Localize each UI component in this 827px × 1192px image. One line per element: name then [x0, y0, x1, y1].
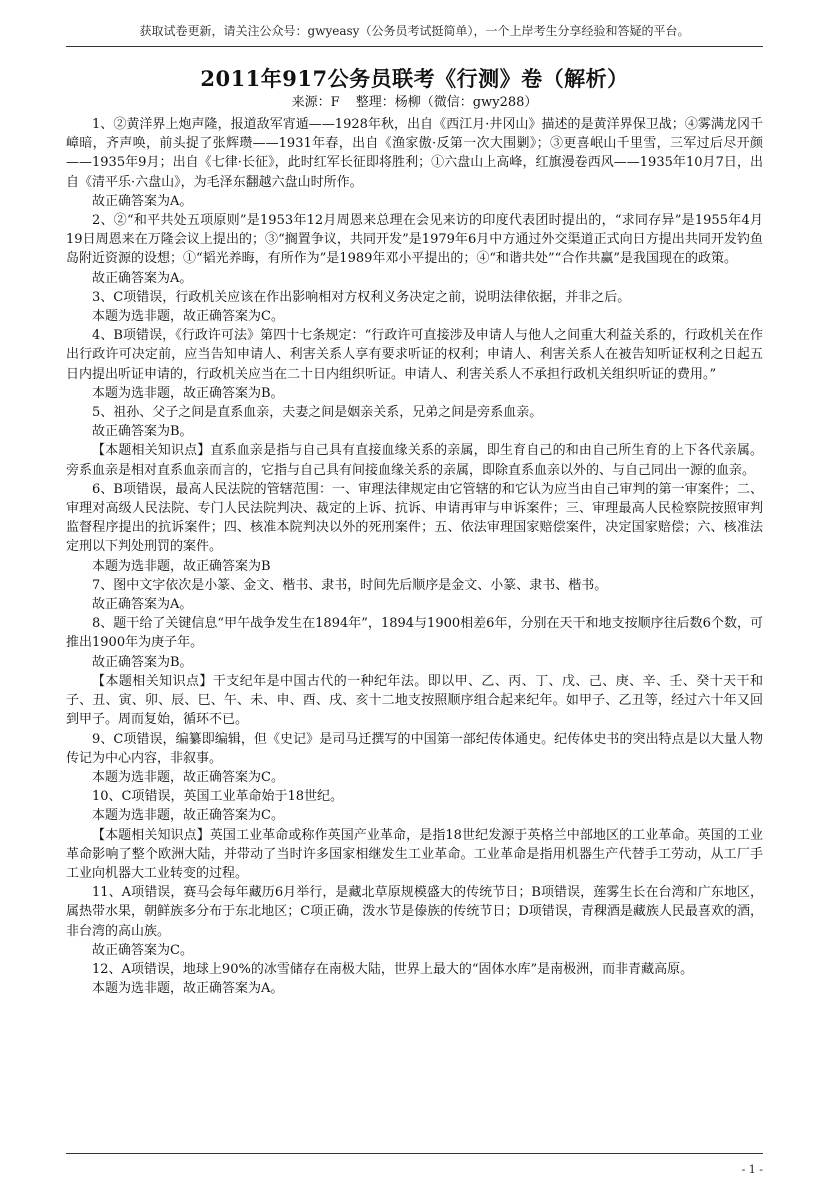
paragraph: 本题为选非题，故正确答案为B。 — [92, 385, 284, 401]
paragraph: 7、图中文字依次是小篆、金文、楷书、隶书，时间先后顺序是金文、小篆、隶书、楷书。 — [92, 577, 608, 593]
paragraph: 11、A项错误，赛马会每年藏历6月举行，是藏北草原规模盛大的传统节日；B项错误，莲雾生长在台湾和广东地区，属热带水果，朝鲜族多分布于东北地区；C项正确，泼水节是傣族的传统节日；D项错误，青稞酒是藏族人民最喜欢的酒，非台湾的高山族。 — [66, 885, 763, 939]
paragraph: 8、题干给了关键信息“甲午战争发生在1894年”，1894与1900相差6年，分别在天干和地支按顺序往后数6个数，可推出1900年为庚子年。 — [66, 616, 763, 651]
paragraph: 故正确答案为A。 — [92, 597, 193, 613]
paragraph: 本题为选非题，故正确答案为A。 — [92, 981, 284, 997]
paragraph: 本题为选非题，故正确答案为C。 — [92, 309, 284, 325]
paragraph: 故正确答案为A。 — [92, 270, 193, 286]
document-page — [0, 23, 827, 1192]
paragraph: 故正确答案为C。 — [92, 942, 193, 958]
source-label: 来源：F — [291, 95, 340, 110]
source-line — [66, 94, 763, 112]
paragraph: 12、A项错误，地球上90%的冰雪储存在南极大陆，世界上最大的“固体水库”是南极洲，而非青藏高原。 — [92, 961, 694, 977]
document-body — [66, 115, 763, 998]
paragraph: 故正确答案为A。 — [92, 193, 193, 209]
paragraph: 【本题相关知识点】英国工业革命或称作英国产业革命，是指18世纪发源于英格兰中部地区的工业革命。英国的工业革命影响了整个欧洲大陆，并带动了当时许多国家相继发生工业革命。工业革命是指用机器生产代替手工劳动，从工厂手工业向机器大工业转变的过程。 — [66, 827, 763, 881]
paragraph: 5、祖孙、父子之间是直系血亲，夫妻之间是姻亲关系，兄弟之间是旁系血亲。 — [92, 405, 543, 421]
paragraph: 1、②黄洋界上炮声隆，报道敌军宵遁——1928年秋，出自《西江月·井冈山》描述的是黄洋界保卫战；④雾满龙冈千嶂暗，齐声唤，前头捉了张辉瓒——1931年春，出自《渔家傲·反第一次大围剿》；③更喜岷山千里雪，三军过后尽开颜——1935年9月；出自《七律·长征》，此时红军长征即将胜利；①六盘山上高峰，红旗漫卷西风——1935年10月7日，出自《清平乐·六盘山》，为毛泽东翻越六盘山时所作。 — [66, 117, 763, 190]
page-header: 获取试卷更新，请关注公众号：gwyeasy（公务员考试挺简单），一个上岸考生分享经验和答疑的平台。 — [139, 24, 690, 38]
footer-divider — [66, 1153, 763, 1154]
paragraph: 6、B项错误，最高人民法院的管辖范围：一、审理法律规定由它管辖的和它认为应当由自己审判的第一审案件；二、审理对高级人民法院、专门人民法院判决、裁定的上诉、抗诉、申请再审与申诉案件；三、审理最高人民检察院按照审判监督程序提出的抗诉案件；四、核准本院判决以外的死刑案件；五、依法审理国家赔偿案件，决定国家赔偿；六、核准法定刑以下判处刑罚的案件。 — [66, 481, 763, 555]
paragraph: 故正确答案为B。 — [92, 654, 193, 670]
paragraph: 3、C项错误，行政机关应该在作出影响相对方权利义务决定之前，说明法律依据，并非之后。 — [92, 289, 631, 305]
paragraph: 2、②“和平共处五项原则”是1953年12月周恩来总理在会见来访的印度代表团时提出的，“求同存异”是1955年4月19日周恩来在万隆会议上提出的；③“搁置争议，共同开发”是1979年6月中方通过外交渠道正式向日方提出共同开发钓鱼岛附近资源的设想；①“韬光养晦，有所作为”是1989年邓小平提出的；④“和谐共处”“合作共赢”是我国现在的政策。 — [66, 213, 763, 267]
editor-label: 整理：杨柳（微信：gwy288） — [355, 95, 538, 110]
paragraph: 本题为选非题，故正确答案为C。 — [92, 769, 284, 785]
paragraph: 9、C项错误，编纂即编辑，但《史记》是司马迁撰写的中国第一部纪传体通史。纪传体史书的突出特点是以大量人物传记为中心内容，非叙事。 — [66, 731, 763, 766]
page-number: - 1 - — [741, 1163, 763, 1176]
paragraph: 本题为选非题，故正确答案为C。 — [92, 808, 284, 824]
paragraph: 10、C项错误，英国工业革命始于18世纪。 — [92, 789, 344, 805]
paragraph: 【本题相关知识点】直系血亲是指与自己具有直接血缘关系的亲属，即生育自己的和由自己所生育的上下各代亲属。旁系血亲是相对直系血亲而言的，它指与自己具有间接血缘关系的亲属，即除直系血亲以外的、与自己同出一源的血亲。 — [66, 443, 763, 478]
paragraph: 【本题相关知识点】干支纪年是中国古代的一种纪年法。即以甲、乙、丙、丁、戊、己、庚、辛、壬、癸十天干和子、丑、寅、卯、辰、巳、午、未、申、酉、戌、亥十二地支按照顺序组合起来纪年。如甲子、乙丑等，经过六十年又回到甲子。周而复始，循环不已。 — [66, 673, 763, 728]
document-title: 2011年917公务员联考《行测》卷（解析） — [200, 66, 629, 91]
paragraph: 本题为选非题，故正确答案为B — [92, 558, 271, 574]
paragraph: 故正确答案为B。 — [92, 424, 193, 440]
paragraph: 4、B项错误，《行政许可法》第四十七条规定：“行政许可直接涉及申请人与他人之间重大利益关系的，行政机关在作出行政许可决定前，应当告知申请人、利害关系人享有要求听证的权利；申请人、利害关系人在被告知听证权利之日起五日内提出听证申请的，行政机关应当在二十日内组织听证。申请人、利害关系人不承担行政机关组织听证的费用。” — [66, 328, 763, 382]
header-divider — [66, 46, 763, 47]
